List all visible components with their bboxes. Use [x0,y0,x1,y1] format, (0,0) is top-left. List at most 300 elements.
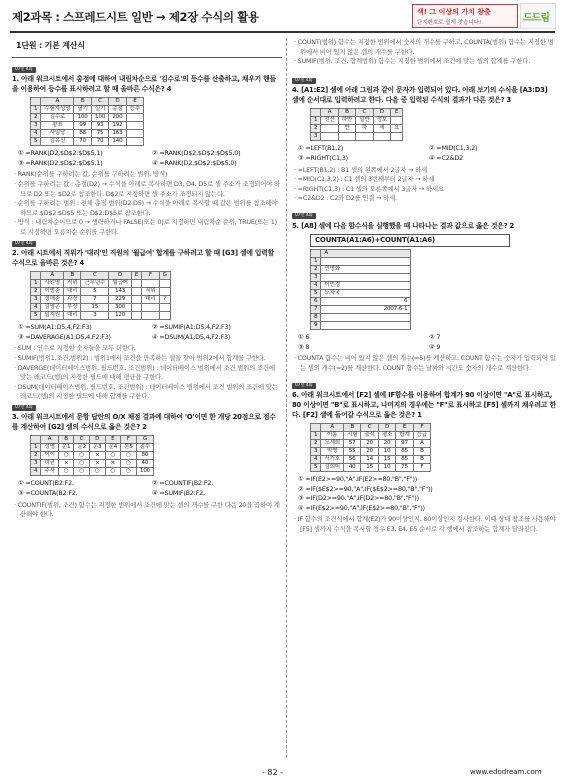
sheet-row [31,122,144,130]
sheet-cell: × [89,452,105,460]
column-divider [286,38,287,758]
sheet-cell: 노차국 [321,290,411,298]
question-3 [12,402,282,520]
option-3[interactable]: ③ =COUNTA(B2:F2, [18,489,78,498]
explanation-line: · 방식 : 내림차순이므로 0 → 생략하거나 FALSE(또는 0)로 지정하면 내림차순 순위, TRUE(또는 1)로 지정하면 오름차순 순위를 구한다. [14,218,277,236]
sheet-cell [159,304,170,312]
sheet-cell: 문2 [74,444,90,452]
sheet-cell: 문3 [89,444,105,452]
sheet-cell [131,304,141,312]
q2-sheet [30,271,171,320]
explanation-line: · =MID(C1,3,2) : C1 셀의 3번째부터 2글자 → 하세 [294,175,435,184]
question-2 [12,238,282,402]
sheet-cell: B [63,272,80,280]
option-2[interactable]: ② 7 [429,333,441,342]
left-column [12,38,282,520]
sheet-cell: D [109,272,132,280]
row-number: 2 [31,114,41,122]
sheet-cell: 300 [109,304,132,312]
sheet-cell: 7 [81,296,109,304]
sheet-cell: 140 [109,138,126,146]
row-number: 2 [31,452,41,460]
row-number: 9 [311,322,321,330]
sheet-row [31,468,154,476]
row-number: 3 [31,122,41,130]
sheet-cell: 직위 [63,280,80,288]
option-2[interactable]: ② =MID(C1,3,2) [429,144,478,153]
sheet-cell: ○ [89,468,105,476]
sheet-row [311,432,431,440]
sheet-header-row [31,98,144,106]
sheet-cell: 문4 [105,444,121,452]
sheet-cell: 허균 [41,460,58,468]
sheet-cell: B [74,98,91,106]
sheet-cell: 70 [74,138,91,146]
sheet-row [31,444,154,452]
option-3[interactable]: ③ 8 [298,342,310,351]
row-number [31,98,41,106]
option-1[interactable]: ① =COUNT(B2:F2, [18,479,74,488]
sheet-cell: 75 [396,464,413,472]
sheet-cell [142,280,159,288]
question-1 [12,64,282,238]
answer-options [18,323,282,342]
exam-tag: 07년 4회 [12,241,36,247]
page-number: - 82 - [262,768,284,777]
sheet-row [311,258,411,266]
unit-title: 1단원 : 기본 계산식 [16,41,85,50]
sheet-row [311,298,411,306]
sheet-row [311,125,403,133]
sheet-cell: 등수 [126,106,143,114]
sheet-cell: ○ [105,452,121,460]
answer-options [18,479,282,498]
q5-sheet [310,249,411,330]
sheet-cell: A [41,98,74,106]
explanation-line: · COUNTA 함수는 비어 있지 않은 셀의 개수(=5)를 계산하고, COUNT 함수는 숫자가 입력되어 있는 셀의 개수(=2)를 계산한다. COUNT 함수는 날짜와 시간도 숫자의 개수로 계산한다. [294,354,556,372]
row-number: 1 [31,106,41,114]
site-url[interactable]: www.edodream.com [470,768,542,776]
sheet-cell: 왕표 [41,122,74,130]
sheet-cell: 대리 [142,296,159,304]
option-1[interactable]: ① =SUM(A1:D5,4,F2:F3) [18,323,92,332]
sheet-cell: D [89,436,105,444]
sheet-cell: A [41,436,58,444]
answer-options [298,475,556,513]
explanation-line: · COUNT(범위) 함수는 지정한 범위에서 숫자의 개수를 구하고, COUNTA(범위) 함수는 지정한 범위에서 비어 있지 않은 셀의 개수를 구한다. [294,38,554,56]
option-3[interactable]: ③ =RIGHT(C1,3) [298,153,348,162]
sheet-row [31,106,144,114]
page-footer [0,760,567,784]
option-3[interactable]: ③ =IF(D2>=90,"A",IF(D2>=80,"B","F")) [298,494,419,503]
sheet-cell: C [356,109,373,117]
sheet-cell: G [159,272,170,280]
explanation-line: · DSUM(데이터베이스범위, 필드번호, 조건범위) : 데이터베이스 범위에서 조건 범위의 조건에 맞는 레코드(행)의 지정한 필드에 대해 합계를 구한다. [14,382,278,401]
row-number: 1 [311,432,321,440]
sheet-cell: 100 [74,114,91,122]
sheet-cell: 88 [74,130,91,138]
sheet-row [31,296,171,304]
sheet-cell [321,314,411,322]
sheet-cell: F [413,424,430,432]
q3-sheet [30,435,154,476]
sheet-cell: ○ [58,452,74,460]
sheet-cell: 점수 [136,444,153,452]
sheet-cell: E [126,98,143,106]
sheet-cell: 오세희 [321,440,344,448]
row-number: 5 [311,290,321,298]
option-2[interactable]: ② =SUMIF(A1:D5,4,F2:F3) [152,323,231,332]
sheet-cell: 하반 [338,117,355,125]
question-text: 1. 아래 워크시트에서 총점에 대하여 내림차순으로 '김수로'의 등수를 산출하고, 채우기 핸들을 이용하여 등수를 표시하려고 할 때 올바른 수식은? 4 [12,75,276,94]
sheet-cell: 김유신 [41,138,74,146]
row-number: 2 [31,288,41,296]
question-text: 2. 아래 시트에서 직위가 '대리'인 직원의 '월급여' 합계를 구하려고 할 때 [G3] 셀에 입력할 수식으로 올바른 것은? 4 [12,249,275,268]
sheet-cell: A [321,424,344,432]
sheet-cell: ○ [74,460,90,468]
row-number: 2 [311,440,321,448]
option-3[interactable]: ③ =RANK(D2,$D$2:$D$5,1) [18,158,103,167]
unit-rule [12,57,282,58]
question-text: 4. [A1:E2] 셀에 아래 그림과 같이 문자가 입력되어 있다. 아래 보기의 수식을 [A3:D3] 셀에 순서대로 입력하려고 한다. 다음 중 입력된 수식의 결과가 다른 것은? 3 [292,86,548,105]
row-number: 3 [311,274,321,282]
explanation [12,170,282,237]
sheet-cell: 임지원 [41,312,64,320]
sheet-cell: ? [159,296,170,304]
sheet-header-row [31,436,154,444]
sheet-cell: 합계 [396,432,413,440]
sheet-cell [159,280,170,288]
sheet-row [311,290,411,298]
sheet-cell: 평소 [378,432,395,440]
sheet-header-row [311,424,431,432]
sheet-row [311,456,431,464]
sheet-cell: ○ [105,468,121,476]
sheet-cell: E [131,272,141,280]
sheet-cell: C [74,436,90,444]
sheet-cell: 요 [391,125,403,133]
sheet-cell: 과장 [63,296,80,304]
sheet-row [31,304,171,312]
sheet-cell: 총점 [109,106,126,114]
sheet-cell: 실기 [91,106,108,114]
sheet-cell: × [58,460,74,468]
option-3[interactable]: ③ =DAVERAGE(A1:D5,4,F2:F3) [18,332,111,341]
sheet-cell: C [91,98,108,106]
explanation-line: · DAVERGE(데이터베이스범위, 필드번호, 조건범위) : 데이터베이스 범위에서 조건 범위의 조건에 맞는 레코드(행)의 지정한 필드에 대해 평균을 구한다. [14,363,275,382]
option-1[interactable]: ① =LEFT(B1,2) [298,144,344,153]
q1-sheet [30,97,144,146]
sheet-cell: A [321,250,411,258]
question-text: 3. 아래 워크시트에서 문항 답란의 O/X 체점 결과에 대하여 'O'이면 한 개당 20점으로 점수를 계산하여 [G2] 셀의 수식으로 옳은 것은? 2 [12,413,276,432]
sheet-cell: 세 [373,125,390,133]
sheet-cell: 하 [356,125,373,133]
sheet-cell: 민병화 [321,266,411,274]
exam-tag: 07년 4회 [12,67,36,73]
sheet-cell: E [391,109,403,117]
sheet-cell: 3 [81,312,109,320]
chapter-title: 제2과목 : 스프레드시트 일반 → 제2장 수식의 활용 [12,10,259,24]
row-number: 1 [311,117,321,125]
sheet-cell: C [81,272,109,280]
sheet-cell [391,133,403,141]
sheet-cell: 85 [396,448,413,456]
sheet-cell: A [413,440,430,448]
row-number: 1 [31,280,41,288]
sheet-row [311,464,431,472]
exam-tag: 07년 4회 [292,78,316,84]
sheet-cell [142,304,159,312]
row-number: 3 [31,460,41,468]
sheet-cell: 박병 [321,448,344,456]
sheet-cell: 100 [136,468,153,476]
question-text: 6. 아래 워크시트에서 [F2] 셀에 IF함수를 이용하여 합계가 90 이상이면 "A"로 표시하고, 80 이상이면 "B"로 표시하고, 나머지의 경우에는 "F"로 표시하고 [F5] 셀까지 채우려고 한다. [F2] 셀에 들어갈 수식으로 옳은 것은? 1 [292,391,556,420]
row-number: 2 [311,125,321,133]
explanation-line: · SUMIF(범위1,조건,범위2) : 범위1에서 조건을 만족하는 셀을 찾아 범위2에서 합계를 구한다. [14,353,266,362]
sheet-cell: 192 [109,122,126,130]
option-1[interactable]: ① 6 [298,333,310,342]
sheet-cell: A [321,109,338,117]
answer-options [18,149,282,168]
sheet-cell [321,274,411,282]
explanation-line: · SUMIF(범위, 조건, 합계범위) 함수는 지정한 범위에서 조건에 맞는 셀의 합계를 구한다. [294,57,531,66]
sheet-row [31,452,154,460]
explanation-line: · =LEFT(B1,2) : B1 셀의 왼쪽에서 2글자 → 하세 [294,165,427,174]
sheet-cell [159,288,170,296]
sheet-cell: 이민경 [321,282,411,290]
sheet-row [31,312,171,320]
sheet-cell [131,296,141,304]
option-4[interactable]: ④ =DSUM(A1:D5,4,F2:F3) [152,332,231,341]
sheet-cell: 55 [343,448,360,456]
row-number [31,272,41,280]
sheet-cell: 14 [361,456,378,464]
sheet-cell: 김수로 [41,114,74,122]
sheet-cell: 93 [91,122,108,130]
option-4[interactable]: ④ 9 [429,342,441,351]
explanation-line: · COUNTIF(범위, 조건) 함수는 지정한 범위에서 조건에 맞는 셀의 개수를 구한 다음 20을 곱하여 계산해야 한다. [14,500,280,519]
promo-line1: 색! 그 이상의 가치 창출 [417,8,491,16]
sheet-cell: D [373,109,390,117]
sheet-cell: ○ [121,460,137,468]
sheet-cell: 56 [343,456,360,464]
sheet-cell: 15 [81,304,109,312]
sheet-cell: 2007-6-1 [321,306,411,314]
sheet-cell [131,312,141,320]
sheet-cell: 월급여 [109,280,132,288]
row-number [311,250,321,258]
row-number: 4 [31,468,41,476]
sheet-cell [321,258,411,266]
sheet-cell [126,130,143,138]
sheet-cell: ○ [74,452,90,460]
sheet-cell [131,280,141,288]
sheet-cell: 이름 [321,432,344,440]
sheet-header-row [31,272,171,280]
sheet-cell: E [396,424,413,432]
sheet-cell: E [105,436,121,444]
sheet-cell: 40 [136,460,153,468]
answer-options [298,144,556,163]
sheet-cell: 229 [109,296,132,304]
sheet-cell: 20 [361,440,378,448]
exam-tag: 07년 4회 [292,383,316,389]
sheet-cell: ○ [74,468,90,476]
row-number: 4 [311,282,321,290]
row-number: 1 [31,444,41,452]
sheet-cell [356,133,373,141]
sheet-cell: 문5 [121,444,137,452]
sheet-cell: × [105,460,121,468]
sheet-row [311,266,411,274]
sheet-cell: ○ [58,468,74,476]
sheet-cell: 이범준 [41,288,64,296]
sheet-cell: 10 [378,448,395,456]
sheet-cell: × [89,460,105,468]
explanation [12,344,282,402]
sheet-row [31,138,144,146]
brand-logo [520,3,556,29]
sheet-row [311,448,431,456]
explanation-line: · 순위를 구하려는 값 : 총점(D2) → 수식을 아래로 복사하면 D3, D4, D5로 셀 주소가 조정되어야 하므로 D2 또는 $D2로 참조한다. D$2로 지정하면 셀 주소가 조정되지 않는다. [14,179,281,198]
sheet-cell [126,138,143,146]
sheet-cell [373,133,390,141]
sheet-cell: 75 [91,130,108,138]
q4-sheet [310,108,403,141]
explanation-continued [292,38,556,67]
sheet-row [311,306,411,314]
sheet-row [31,114,144,122]
sheet-cell: 20 [378,440,395,448]
sheet-cell [321,125,338,133]
sheet-cell: 85 [396,456,413,464]
sheet-cell: 사임당 [41,130,74,138]
sheet-cell [131,288,141,296]
sheet-cell: ○ [121,468,137,476]
sheet-row [31,130,144,138]
header-rule [10,31,555,33]
sheet-cell: F [142,272,159,280]
sheet-cell: 김희미 [321,464,344,472]
sheet-row [31,280,171,288]
sheet-cell [126,122,143,130]
sheet-header-row [311,109,403,117]
sheet-cell [391,117,403,125]
sheet-cell: 반 [338,125,355,133]
explanation [12,501,282,520]
sheet-row [31,460,154,468]
sheet-cell: ○ [121,452,137,460]
explanation [292,166,556,204]
sheet-cell: 이이 [41,452,58,460]
option-4[interactable]: ④ =RANK(D2,$D$2:$D$5,0) [152,158,237,167]
sheet-row [311,322,411,330]
explanation [292,354,556,373]
sheet-cell: F [121,436,137,444]
page-header [0,0,567,36]
option-2[interactable]: ② =RANK(D$2,$D$2:$D$5,0) [152,149,241,158]
explanation-line: · RANK(순위를 구하려는 값, 순위를 구하려는 범위, 방식) [14,170,168,179]
question-5 [292,210,556,374]
row-number [311,109,321,117]
sheet-row [31,288,171,296]
sheet-cell: B [413,448,430,456]
explanation-line: · SUM : 인수로 지정한 숫자들을 모두 더한다. [14,344,136,353]
row-number: 1 [311,258,321,266]
promo-badge [412,4,518,28]
row-number: 3 [31,296,41,304]
sheet-cell: 등급 [413,432,430,440]
sheet-cell: 출석 [361,432,378,440]
option-1[interactable]: ① =RANK(D2,$D$2:$D$5,1) [18,149,103,158]
sheet-cell: 20 [361,448,378,456]
sheet-row [311,133,403,141]
sheet-row [311,117,403,125]
sheet-cell: 부장 [63,304,80,312]
sheet-cell: B [58,436,74,444]
sheet-cell: C [361,424,378,432]
sheet-cell [338,133,355,141]
sheet-cell: 97 [396,440,413,448]
sheet-cell [159,312,170,320]
sheet-cell: 전산 [321,117,338,125]
sheet-cell: 주사 [41,468,58,476]
option-2[interactable]: ② =COUNTIF(B2:F2, [152,479,213,488]
sheet-cell: 40 [343,464,360,472]
explanation [292,515,556,534]
formula-box: COUNTA(A1:A6)+COUNT(A1:A6) [310,234,510,248]
option-4[interactable]: ④ =SUMIF(B2:F2, [152,489,205,498]
row-number: 8 [311,314,321,322]
right-column [292,38,556,535]
exam-tag: 07년 4회 [292,213,316,219]
option-4[interactable]: ④ =IF(E$2>=90,"A",IF(E$2>=80,"B","F")) [298,503,425,512]
sheet-cell: 10 [378,464,395,472]
question-4 [292,75,556,204]
sheet-cell [321,133,338,141]
brand-logo-text: 드드림 [523,13,549,24]
option-4[interactable]: ④ =C2&D2 [429,153,464,162]
explanation-line: · =C2&D2 : C2와 D2를 연결 → 하세. [294,194,397,203]
sheet-cell: 수험자성명 [41,106,74,114]
sheet-cell: 70 [91,138,108,146]
sheet-cell: 120 [109,312,132,320]
row-number: 7 [311,306,321,314]
sheet-cell [321,322,411,330]
sheet-cell: 99 [74,122,91,130]
sheet-cell: 15 [361,464,378,472]
row-number: 4 [31,304,41,312]
answer-options [298,333,556,352]
explanation-line: · 순위를 구하려는 범위 : 전체 총점 범위(D2:D5) → 수식을 아래로 복사할 때 같은 범위를 참조해야 하므로 $D$2:$D$5 또는 D$2:D$5로 참조한다. [14,199,278,217]
sheet-cell: 대리 [63,288,80,296]
explanation-line: · IF 함수의 조건식에서 합계(E2)가 90이상인지, 80이상인지 검사한다. 이때 상대 참조를 사용해야 [F5] 셀까지 수식을 복사할 경우 E3, E4, E5 순서로 각 행에서 참조하는 합계가 달라진다. [294,515,556,534]
sheet-cell: B [343,424,360,432]
option-1[interactable]: ① =IF(E2>=90,"A",IF(E2>=80,"B","F")) [298,475,418,484]
sheet-row [311,274,411,282]
row-number: 5 [31,312,41,320]
sheet-cell: 대리 [63,312,80,320]
sheet-cell: 5 [81,288,109,296]
sheet-cell: B [338,109,355,117]
sheet-cell: 직위 [142,288,159,296]
sheet-cell: F [413,464,430,472]
row-number: 5 [31,138,41,146]
sheet-cell: A [41,272,64,280]
sheet-cell: 사원명 [41,280,64,288]
sheet-cell: 시험 [343,432,360,440]
option-2[interactable]: ② =IF($E$2>=90,"A",IF($E$2>=80,"B","F")) [298,484,433,493]
